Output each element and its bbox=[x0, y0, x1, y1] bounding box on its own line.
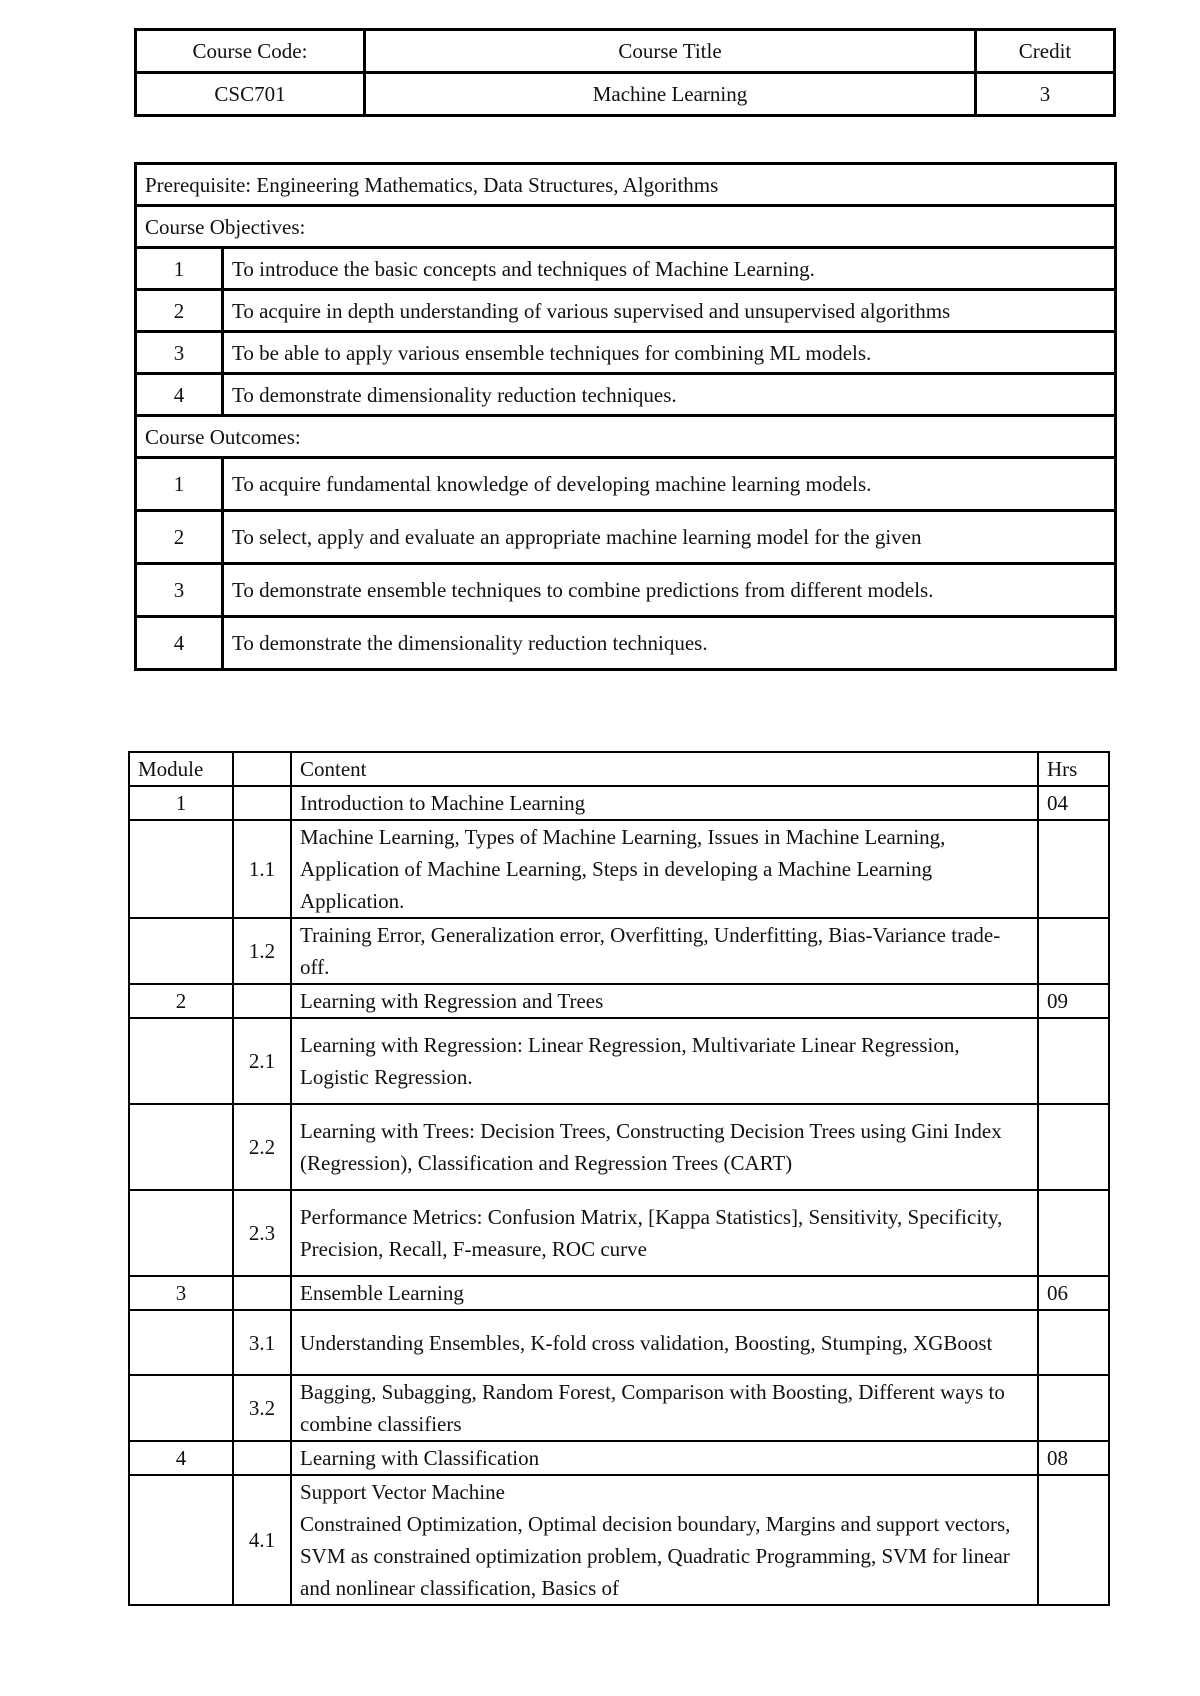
module-content: Understanding Ensembles, K-fold cross validation, Boosting, Stumping, XGBoost bbox=[291, 1310, 1038, 1375]
outcome-number: 2 bbox=[136, 511, 223, 564]
course-title-value: Machine Learning bbox=[365, 73, 976, 116]
outcomes-heading-row bbox=[136, 416, 1116, 458]
module-content: Performance Metrics: Confusion Matrix, [Kappa Statistics], Sensitivity, Specificity, Precision, Recall, F-measure, ROC curve bbox=[291, 1190, 1038, 1276]
module-row bbox=[129, 1018, 1109, 1104]
sub-number: 2.1 bbox=[233, 1018, 291, 1104]
outcome-text: To demonstrate the dimensionality reduction techniques. bbox=[223, 617, 1116, 670]
objective-text: To acquire in depth understanding of various supervised and unsupervised algorithms bbox=[223, 290, 1116, 332]
module-header: Module bbox=[129, 752, 233, 786]
module-row bbox=[129, 786, 1109, 820]
sub-number bbox=[233, 1441, 291, 1475]
module-content: Learning with Trees: Decision Trees, Constructing Decision Trees using Gini Index (Regression), Classification and Regression Trees (CART) bbox=[291, 1104, 1038, 1190]
sub-number: 3.1 bbox=[233, 1310, 291, 1375]
module-content: Learning with Regression and Trees bbox=[291, 984, 1038, 1018]
outcome-text: To select, apply and evaluate an appropriate machine learning model for the given bbox=[223, 511, 1116, 564]
sub-header bbox=[233, 752, 291, 786]
module-number bbox=[129, 1310, 233, 1375]
credit-header: Credit bbox=[976, 30, 1115, 73]
course-title-header: Course Title bbox=[365, 30, 976, 73]
module-hrs: 09 bbox=[1038, 984, 1109, 1018]
module-number bbox=[129, 918, 233, 984]
module-row bbox=[129, 1104, 1109, 1190]
objectives-heading-row bbox=[136, 206, 1116, 248]
credit-value: 3 bbox=[976, 73, 1115, 116]
module-content: Machine Learning, Types of Machine Learning, Issues in Machine Learning, Application of Machine Learning, Steps in developing a Machine Learning Application. bbox=[291, 820, 1038, 918]
objective-number: 3 bbox=[136, 332, 223, 374]
sub-number bbox=[233, 1276, 291, 1310]
prerequisite-text: Prerequisite: Engineering Mathematics, Data Structures, Algorithms bbox=[136, 164, 1116, 206]
module-content: Learning with Regression: Linear Regression, Multivariate Linear Regression, Logistic Regression. bbox=[291, 1018, 1038, 1104]
module-number bbox=[129, 820, 233, 918]
course-code-value: CSC701 bbox=[136, 73, 365, 116]
objective-row bbox=[136, 374, 1116, 416]
module-content: Learning with Classification bbox=[291, 1441, 1038, 1475]
sub-number: 2.2 bbox=[233, 1104, 291, 1190]
module-number: 2 bbox=[129, 984, 233, 1018]
prerequisite-row bbox=[136, 164, 1116, 206]
objectives-heading: Course Objectives: bbox=[136, 206, 1116, 248]
objective-number: 4 bbox=[136, 374, 223, 416]
objective-text: To demonstrate dimensionality reduction techniques. bbox=[223, 374, 1116, 416]
outcome-number: 4 bbox=[136, 617, 223, 670]
outcome-row bbox=[136, 564, 1116, 617]
module-number bbox=[129, 1475, 233, 1605]
sub-number: 4.1 bbox=[233, 1475, 291, 1605]
course-details-table bbox=[134, 162, 1117, 671]
module-content-cell bbox=[291, 1475, 1038, 1605]
outcome-row bbox=[136, 617, 1116, 670]
module-row bbox=[129, 1310, 1109, 1375]
module-row bbox=[129, 1190, 1109, 1276]
module-content: Introduction to Machine Learning bbox=[291, 786, 1038, 820]
module-content: Constrained Optimization, Optimal decision boundary, Margins and support vectors, SVM as constrained optimization problem, Quadratic Programming, SVM for linear and nonlinear classification, Basics of bbox=[300, 1512, 1011, 1600]
module-hrs: 06 bbox=[1038, 1276, 1109, 1310]
course-info-table bbox=[134, 28, 1116, 117]
module-row bbox=[129, 1441, 1109, 1475]
objective-number: 1 bbox=[136, 248, 223, 290]
objective-text: To introduce the basic concepts and techniques of Machine Learning. bbox=[223, 248, 1116, 290]
module-content: Training Error, Generalization error, Overfitting, Underfitting, Bias-Variance trade-off. bbox=[291, 918, 1038, 984]
module-number bbox=[129, 1190, 233, 1276]
module-hrs bbox=[1038, 1190, 1109, 1276]
outcome-row bbox=[136, 458, 1116, 511]
sub-number: 1.2 bbox=[233, 918, 291, 984]
module-hrs bbox=[1038, 1104, 1109, 1190]
outcome-text: To demonstrate ensemble techniques to combine predictions from different models. bbox=[223, 564, 1116, 617]
course-info-row bbox=[136, 73, 1115, 116]
objective-row bbox=[136, 290, 1116, 332]
module-hrs bbox=[1038, 1018, 1109, 1104]
sub-number: 3.2 bbox=[233, 1375, 291, 1441]
outcome-number: 3 bbox=[136, 564, 223, 617]
module-row bbox=[129, 984, 1109, 1018]
module-number: 1 bbox=[129, 786, 233, 820]
module-content: Bagging, Subagging, Random Forest, Comparison with Boosting, Different ways to combine classifiers bbox=[291, 1375, 1038, 1441]
hrs-header: Hrs bbox=[1038, 752, 1109, 786]
module-hrs bbox=[1038, 1310, 1109, 1375]
module-number bbox=[129, 1375, 233, 1441]
content-header: Content bbox=[291, 752, 1038, 786]
outcome-text: To acquire fundamental knowledge of developing machine learning models. bbox=[223, 458, 1116, 511]
outcomes-heading: Course Outcomes: bbox=[136, 416, 1116, 458]
module-number bbox=[129, 1018, 233, 1104]
module-row bbox=[129, 1276, 1109, 1310]
module-hrs bbox=[1038, 918, 1109, 984]
objective-row bbox=[136, 248, 1116, 290]
sub-number bbox=[233, 984, 291, 1018]
module-content-title: Support Vector Machine bbox=[300, 1480, 505, 1504]
objective-row bbox=[136, 332, 1116, 374]
objective-text: To be able to apply various ensemble techniques for combining ML models. bbox=[223, 332, 1116, 374]
module-hrs bbox=[1038, 1375, 1109, 1441]
module-row bbox=[129, 1475, 1109, 1605]
module-content: Ensemble Learning bbox=[291, 1276, 1038, 1310]
course-info-header-row bbox=[136, 30, 1115, 73]
module-hrs bbox=[1038, 1475, 1109, 1605]
module-row bbox=[129, 820, 1109, 918]
course-code-header: Course Code: bbox=[136, 30, 365, 73]
sub-number bbox=[233, 786, 291, 820]
module-number: 3 bbox=[129, 1276, 233, 1310]
outcome-row bbox=[136, 511, 1116, 564]
module-header-row bbox=[129, 752, 1109, 786]
module-row bbox=[129, 918, 1109, 984]
module-hrs: 04 bbox=[1038, 786, 1109, 820]
module-hrs bbox=[1038, 820, 1109, 918]
module-table bbox=[128, 751, 1110, 1606]
outcome-number: 1 bbox=[136, 458, 223, 511]
sub-number: 1.1 bbox=[233, 820, 291, 918]
module-hrs: 08 bbox=[1038, 1441, 1109, 1475]
module-number: 4 bbox=[129, 1441, 233, 1475]
objective-number: 2 bbox=[136, 290, 223, 332]
module-row bbox=[129, 1375, 1109, 1441]
sub-number: 2.3 bbox=[233, 1190, 291, 1276]
module-number bbox=[129, 1104, 233, 1190]
